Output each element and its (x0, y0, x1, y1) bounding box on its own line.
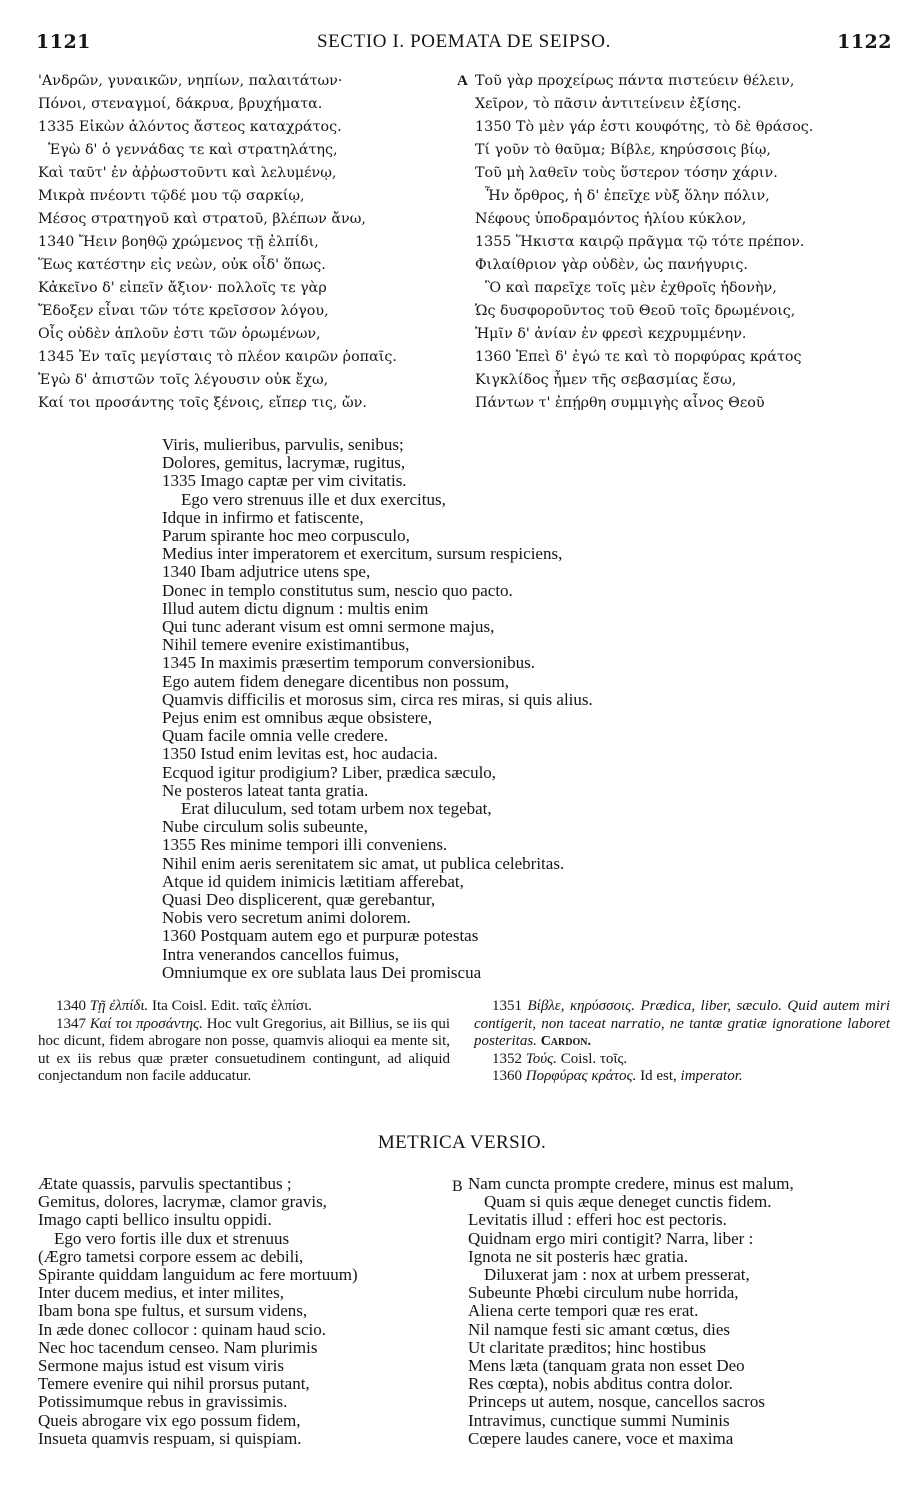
latin-prose-translation (162, 436, 722, 982)
verse-line: Viris, mulieribus, parvulis, senibus; (162, 436, 404, 454)
footnote-lemma: Τούς. (525, 1050, 557, 1067)
verse-line: 1340 Ibam adjutrice utens spe, (162, 563, 371, 582)
verse-line: Κιγκλίδος ἦμεν τῆς σεβασμίας ἔσω, (475, 372, 737, 388)
verse-line: Χεῖρον, τὸ πᾶσιν ἀντιτείνειν ἐξίσης. (475, 96, 742, 112)
verse-line: Quidnam ergo miri contigit? Narra, liber : (468, 1229, 754, 1248)
verse-line: 1335 Εἰκὼν ἁλόντος ἄστεος καταχράτος. (38, 119, 342, 135)
verse-line: Φιλαίθριον γὰρ οὐδὲν, ὡς πανήγυρις. (475, 257, 748, 273)
verse-line: Gemitus, dolores, lacrymæ, clamor gravis, (38, 1193, 327, 1212)
verse-line: Nec hoc tacendum censeo. Nam plurimis (38, 1338, 318, 1357)
verse-line: Aliena certe tempori quæ res erat. (468, 1302, 699, 1321)
footnote-lemma: Τῇ ἐλπίδι. (89, 998, 149, 1014)
verse-line: Nube circulum solis subeunte, (162, 818, 368, 837)
verse-line: Queis abrogare vix ego possum fidem, (38, 1411, 301, 1430)
verse-line: Sermone majus istud est visum viris (38, 1357, 285, 1376)
margin-marker-b: B (452, 1178, 463, 1195)
verse-line: Spirante quiddam languidum ac fere mortuum) (38, 1266, 358, 1285)
verse-line: Qui tunc aderant visum est omni sermone majus, (162, 618, 495, 637)
verse-line: 1335 Imago captæ per vim civitatis. (162, 472, 407, 491)
verse-line: Ego autem fidem denegare dicentibus non possum, (162, 672, 509, 691)
verse-line: 1345 In maximis præsertim temporum conversionibus. (162, 654, 536, 673)
verse-line: Donec in templo constitutus sum, nescio quo pacto. (162, 581, 513, 600)
verse-line: Mens læta (tanquam grata non esset Deo (468, 1357, 745, 1376)
verse-line: Potissimumque rebus in gravissimis. (38, 1393, 288, 1412)
verse-line: Idque in infirmo et fatiscente, (162, 508, 364, 527)
margin-marker-a: A (457, 73, 468, 89)
verse-line: 1360 Ἐπεὶ δ' ἐγώ τε καὶ τὸ πορφύρας κράτος (475, 349, 802, 365)
verse-line: Τοῦ γὰρ προχείρως πάντα πιστεύειν θέλειν, (475, 73, 795, 89)
verse-line: Illud autem dictu dignum : multis enim (162, 599, 429, 618)
verse-line: Quasi Deo displicerent, quæ gerebantur, (162, 891, 436, 910)
verse-line: Omniumque ex ore sublata laus Dei promiscua (162, 963, 482, 982)
verse-line: Ne posteros lateat tanta gratia. (162, 781, 369, 800)
verse-line: Καὶ ταῦτ' ἐν ἀῤῥωστοῦντι καὶ λελυμένῳ, (38, 165, 337, 181)
metrical-version-right-column (452, 1175, 898, 1448)
verse-line: Dolores, gemitus, lacrymæ, rugitus, (162, 454, 406, 473)
verse-line: 1350 Τὸ μὲν γάρ ἐστι κουφότης, τὸ δὲ θράσος. (475, 119, 814, 135)
footnote-ref: 1352 (492, 1050, 522, 1067)
footnote-lemma: Πορφύρας κράτος. (525, 1068, 637, 1084)
verse-line: Μικρὰ πνέοντι τῷδέ μου τῷ σαρκίῳ, (38, 188, 305, 204)
footnote (38, 1016, 450, 1086)
greek-text-right-column (457, 70, 895, 415)
metrica-versio-heading: METRICA VERSIO. (377, 1132, 547, 1153)
verse-line: 1345 Ἐν ταῖς μεγίσταις τὸ πλέον καιρῶν ῥοπαῖς. (38, 349, 397, 365)
verse-line: Quam si quis æque deneget cunctis fidem. (484, 1193, 772, 1212)
footnote (474, 1068, 890, 1086)
verse-line: 1350 Istud enim levitas est, hoc audacia. (162, 745, 438, 764)
verse-line: Intra venerandos cancellos fuimus, (162, 945, 399, 964)
verse-line: 1340 Ἤειν βοηθῷ χρώμενος τῇ ἐλπίδι, (38, 234, 319, 250)
verse-line: (Ægro tametsi corpore essem ac debili, (38, 1247, 304, 1266)
verse-line: Ἦν ὄρθρος, ἡ δ' ἐπεῖχε νὺξ ὅλην πόλιν, (485, 188, 770, 204)
verse-line: Ἔδοξεν εἶναι τῶν τότε κρεῖσσον λόγου, (38, 303, 329, 319)
verse-line: Ἕως κατέστην εἰς νεὼν, οὐκ οἶδ' ὅπως. (38, 257, 326, 273)
running-header (36, 31, 892, 57)
page-number-left: 1121 (36, 31, 91, 53)
verse-line: Ut claritate præditos; hinc hostibus (468, 1338, 706, 1357)
page-number-right: 1122 (837, 31, 892, 53)
verse-line: Cœpere laudes canere, voce et maxima (468, 1429, 734, 1448)
footnotes-right-column (474, 998, 890, 1086)
footnotes-left-column (38, 998, 450, 1086)
verse-line: Ecquod igitur prodigium? Liber, prædica sæculo, (162, 763, 497, 782)
footnote-text: Id est, (640, 1068, 677, 1084)
verse-line: Τί γοῦν τὸ θαῦμα; Βίβλε, κηρύσσοις βίῳ, (475, 142, 771, 158)
verse-line: Quam facile omnia velle credere. (162, 727, 389, 746)
verse-line: Diluxerat jam : nox at urbem presserat, (484, 1266, 750, 1285)
footnote-ref: 1360 (492, 1068, 522, 1084)
verse-line: 1355 Res minime tempori illi conveniens. (162, 836, 448, 855)
verse-line: 1360 Postquam autem ego et purpuræ potestas (162, 927, 479, 946)
verse-line: Parum spirante hoc meo corpusculo, (162, 527, 410, 546)
footnote (474, 1051, 890, 1069)
verse-line: Nihil temere evenire existimantibus, (162, 636, 410, 655)
verse-line: Imago capti bellico insultu oppidi. (38, 1211, 272, 1230)
verse-line: Medius inter imperatorem et exercitum, sursum respiciens, (162, 545, 563, 564)
footnote-italic: imperator. (680, 1068, 743, 1084)
verse-line: Atque id quidem inimicis lætitiam afferebat, (162, 872, 464, 891)
footnote-ref: 1340 (56, 998, 86, 1014)
verse-line: Ὃ καὶ παρεῖχε τοῖς μὲν ἐχθροῖς ἡδονὴν, (485, 280, 777, 296)
footnote-text: Hoc vult Gregorius, ait Billius, se iis qui hoc dicunt, fidem abrogare non posse, quamvis alioqui ea mente sit, ut ex iis rebus quæ præter consuetudinem contingunt, ad aliquid conjectandum non facile adducatur. (38, 1015, 450, 1084)
verse-line: Νέφους ὑποδραμόντος ἡλίου κύκλον, (475, 211, 747, 227)
footnote (474, 998, 890, 1051)
verse-line: Nihil enim aeris serenitatem sic amat, ut publica celebritas. (162, 854, 565, 873)
verse-line: Τοῦ μὴ λαθεῖν τοὺς ὕστερον τόσην χάριν. (475, 165, 778, 181)
verse-line: Ignota ne sit posteris hæc gratia. (468, 1247, 689, 1266)
verse-line: Καί τοι προσάντης τοῖς ξένοις, εἴπερ τις, ὤν. (38, 395, 367, 411)
verse-line: Quamvis difficilis et morosus sim, circa res miras, si quis alius. (162, 690, 593, 709)
verse-line: Res cœpta), nobis abditus contra dolor. (468, 1375, 733, 1394)
verse-line: Πόνοι, στεναγμοί, δάκρυα, βρυχήματα. (38, 96, 323, 112)
footnote-text: Coisl. τοῖς. (560, 1050, 628, 1067)
footnote-lemma: Βίβλε, κηρύσσοις. (527, 998, 635, 1014)
verse-line: Ἐγὼ δ' ὁ γεννάδας τε καὶ στρατηλάτης, (48, 142, 338, 158)
running-title: SECTIO I. POEMATA DE SEIPSO. (317, 31, 611, 52)
verse-line: Erat diluculum, sed totam urbem nox tegebat, (181, 800, 492, 819)
verse-line: 'Ανδρῶν, γυναικῶν, νηπίων, παλαιτάτων· (38, 73, 343, 89)
verse-line: Levitatis illud : efferi hoc est pectoris. (468, 1211, 727, 1230)
verse-line: Insueta quamvis respuam, si quispiam. (38, 1429, 302, 1448)
verse-line: Ἡμῖν δ' ἀνίαν ἐν φρεσὶ κεχρυμμένην. (475, 326, 747, 342)
footnote-text: Ita Coisl. Edit. ταῖς ἐλπίσι. (152, 998, 312, 1014)
footnote-lemma: Καί τοι προσάντης. (89, 1015, 203, 1032)
verse-line: Nobis vero secretum animi dolorem. (162, 909, 411, 928)
verse-line: 1355 Ἥκιστα καιρῷ πρᾶγμα τῷ τότε πρέπον. (475, 234, 805, 250)
verse-line: Pejus enim est omnibus æque obsistere, (162, 709, 433, 728)
verse-line: Πάντων τ' ἐπῄρθη συμμιγὴς αἶνος Θεοῦ (475, 395, 765, 411)
verse-line: Nil namque festi sic amant cœtus, dies (468, 1320, 731, 1339)
verse-line: Ætate quassis, parvulis spectantibus ; (38, 1175, 292, 1193)
verse-line: Μέσος στρατηγοῦ καὶ στρατοῦ, βλέπων ἄνω, (38, 211, 366, 227)
metrical-version-left-column (38, 1175, 448, 1448)
verse-line: Intravimus, cunctique summi Numinis (468, 1411, 730, 1430)
greek-text-left-column (38, 70, 448, 415)
footnote-ref: 1347 (56, 1015, 86, 1032)
verse-line: Nam cuncta prompte credere, minus est malum, (468, 1175, 794, 1193)
verse-line: Οἷς οὐδὲν ἁπλοῦν ἐστι τῶν ὁρωμένων, (38, 326, 321, 342)
verse-line: Ego vero strenuus ille et dux exercitus, (181, 490, 446, 509)
verse-line: Ego vero fortis ille dux et strenuus (54, 1229, 290, 1248)
verse-line: Ἐγὼ δ' ἀπιστῶν τοῖς λέγουσιν οὐκ ἔχω, (38, 372, 329, 388)
verse-line: Subeunte Phœbi circulum nube horrida, (468, 1284, 739, 1303)
footnote-ref: 1351 (492, 998, 522, 1014)
verse-line: Inter ducem medius, et inter milites, (38, 1284, 284, 1303)
footnote-italic: Prædica, liber, sæculo. Quid autem miri contigerit, non taceat narratio, ne tantæ gratiæ ignoratione laboret posteritas. (474, 998, 891, 1049)
verse-line: In æde donec collocor : quinam haud scio. (38, 1320, 326, 1339)
verse-line: Ibam bona spe fultus, et sursum videns, (38, 1302, 308, 1321)
verse-line: Κἀκεῖνο δ' εἰπεῖν ἄξιον· πολλοῖς τε γὰρ (38, 280, 327, 296)
verse-line: Princeps ut autem, nosque, cancellos sacros (468, 1393, 765, 1412)
verse-line: Temere evenire qui nihil prorsus putant, (38, 1375, 310, 1394)
verse-line: Ὡς δυσφοροῦντος τοῦ Θεοῦ τοῖς δρωμένοις, (475, 303, 796, 319)
footnote (38, 998, 450, 1016)
footnote-author: Cardon. (540, 1034, 591, 1049)
